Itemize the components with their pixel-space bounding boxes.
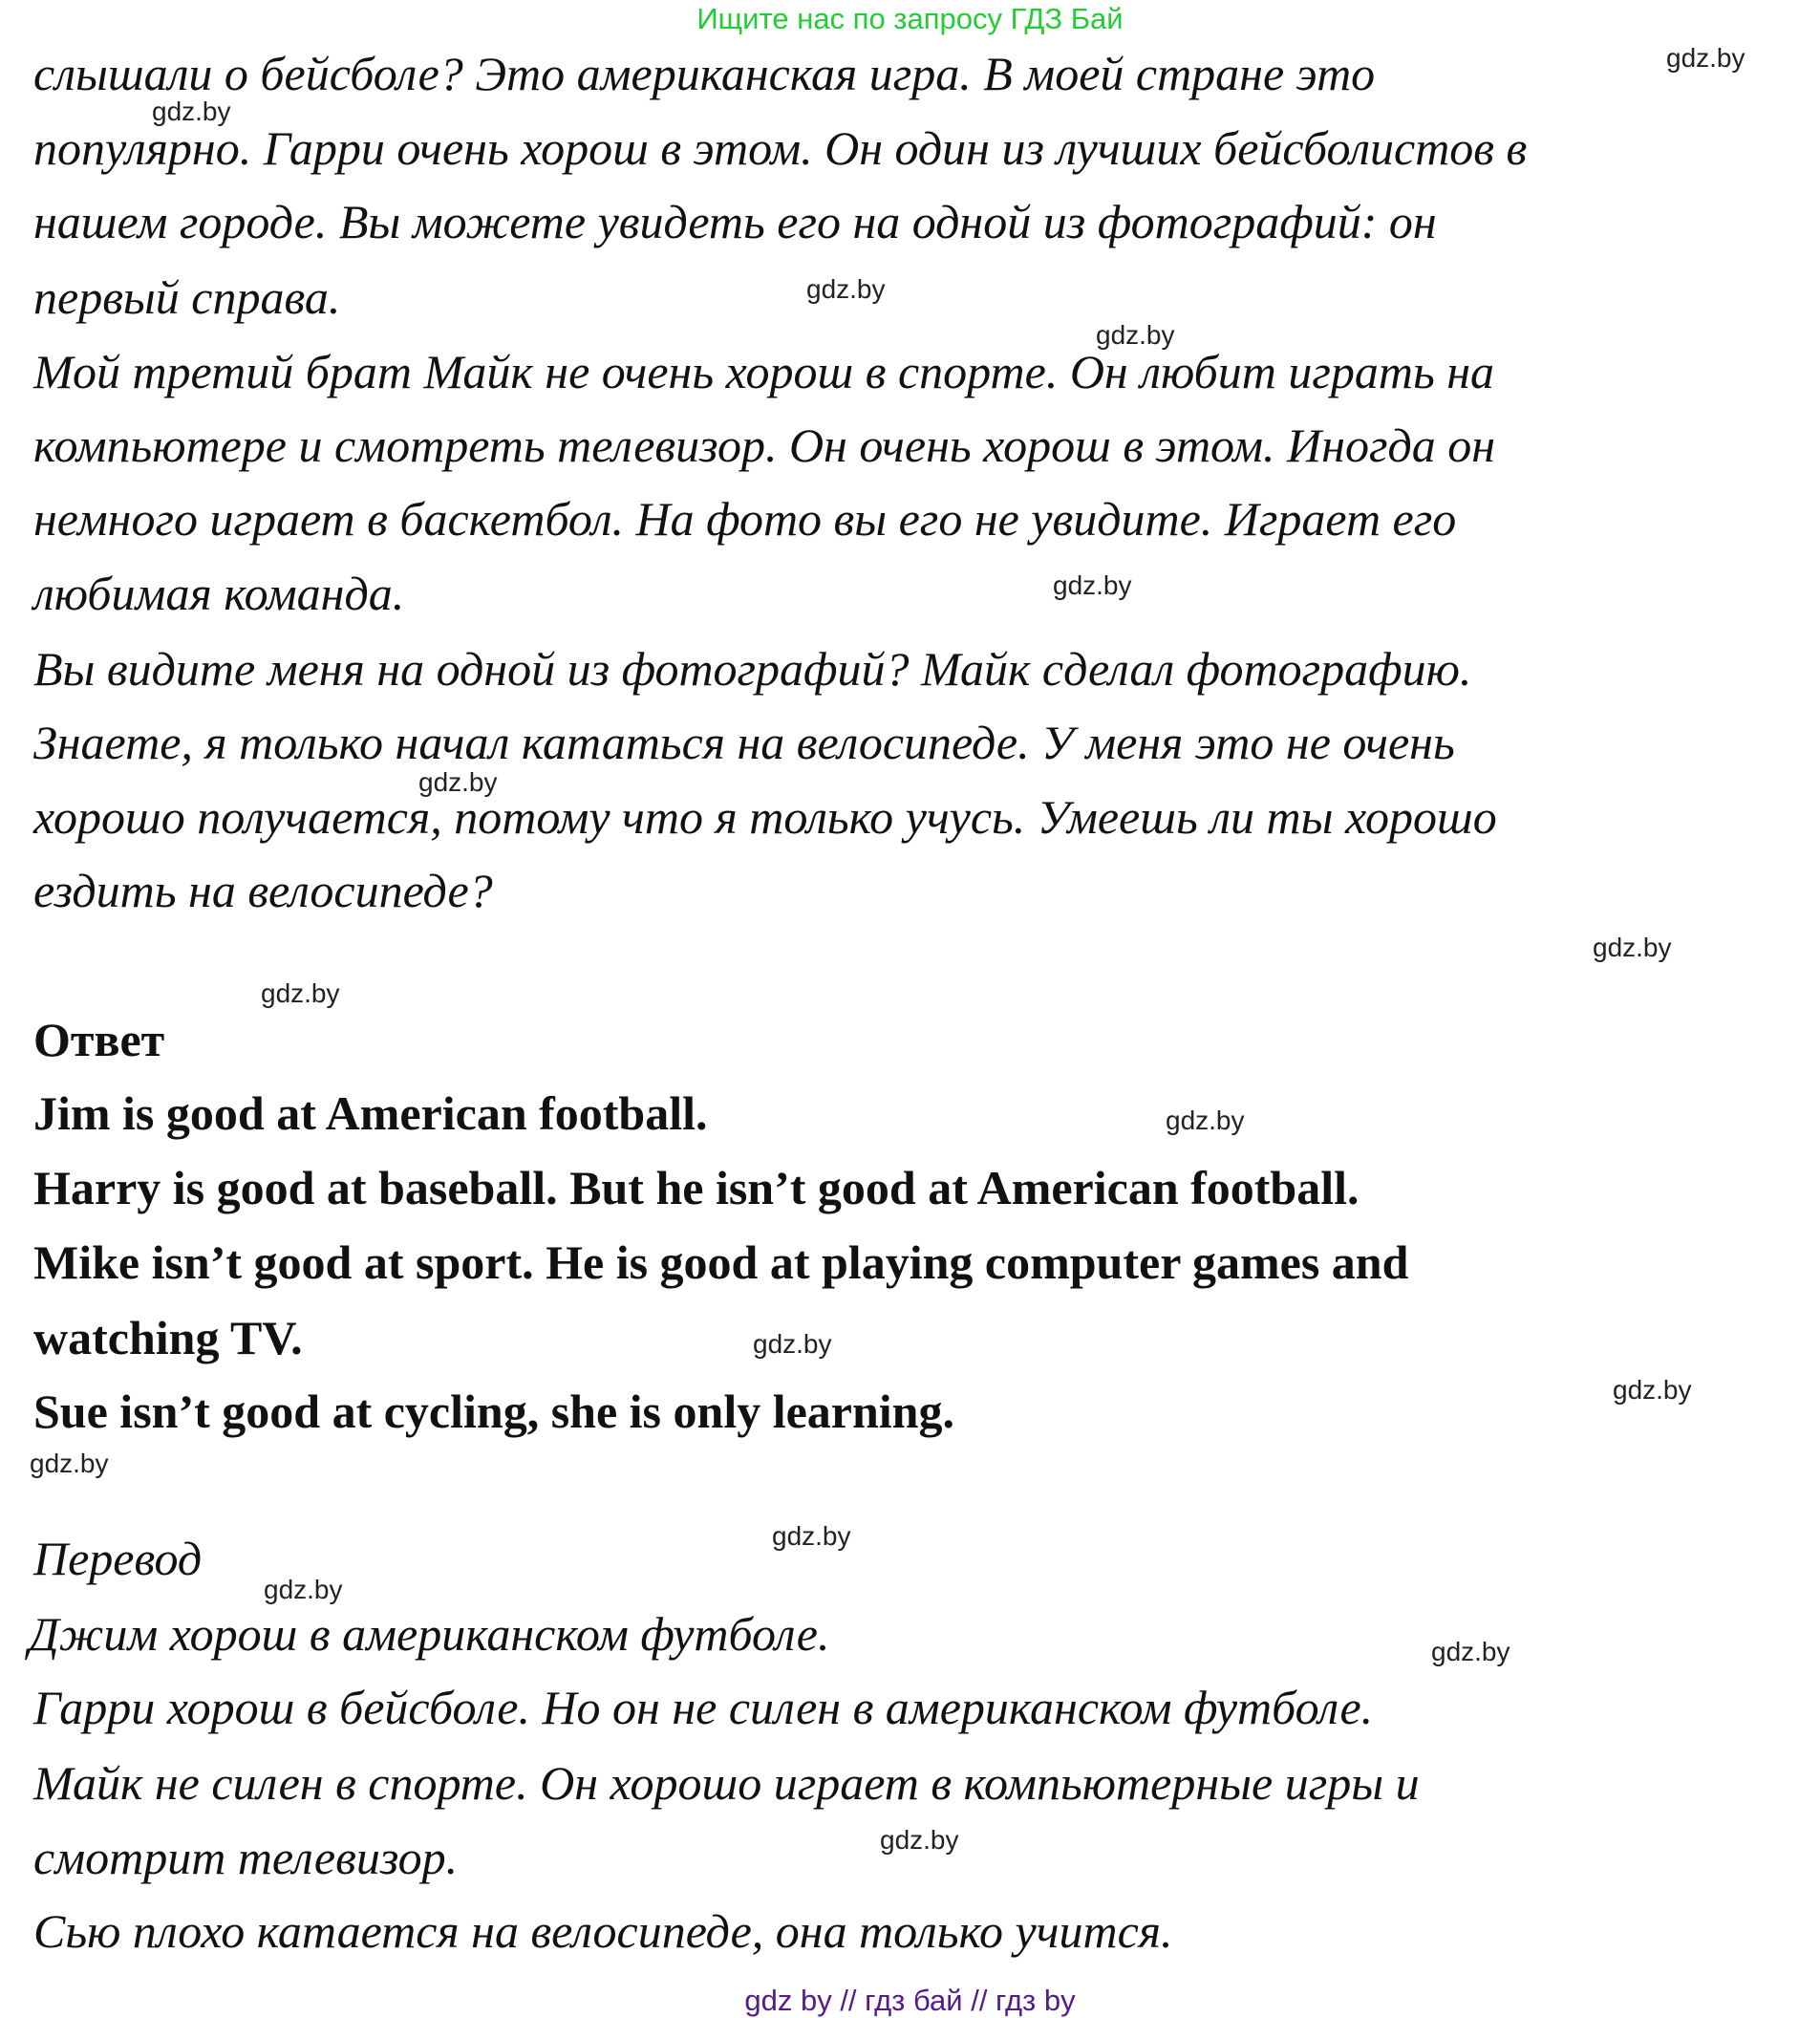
text-line: ездить на велосипеде?: [33, 864, 493, 917]
answer-line: Mike isn’t good at sport. He is good at playing computer games and: [33, 1235, 1409, 1289]
watermark: gdz.by: [1166, 1106, 1245, 1135]
text-line: нашем городе. Вы можете увидеть его на одной из фотографий: он: [33, 195, 1437, 248]
watermark: gdz.by: [152, 97, 231, 126]
text-line: первый справа.: [33, 270, 341, 324]
text-line: Знаете, я только начал кататься на велосипеде. У меня это не очень: [33, 716, 1455, 769]
answer-line: Sue isn’t good at cycling, she is only learning.: [33, 1385, 954, 1438]
translation-line: Сью плохо катается на велосипеде, она только учится.: [33, 1904, 1173, 1958]
watermark: gdz.by: [261, 978, 340, 1008]
translation-line: Джим хорош в американском футболе.: [29, 1607, 830, 1661]
text-line: любимая команда.: [33, 567, 405, 620]
text-line: Вы видите меня на одной из фотографий? Майк сделал фотографию.: [33, 642, 1472, 696]
footer-links[interactable]: gdz by // гдз бай // гдз by: [744, 1984, 1076, 2017]
watermark: gdz.by: [30, 1449, 109, 1478]
watermark: gdz.by: [806, 274, 886, 304]
translation-line: Гарри хорош в бейсболе. Но он не силен в американском футболе.: [33, 1681, 1374, 1734]
text-line: компьютере и смотреть телевизор. Он очень хорош в этом. Иногда он: [33, 419, 1496, 472]
search-banner[interactable]: Ищите нас по запросу ГДЗ Бай: [696, 2, 1124, 35]
watermark: gdz.by: [1431, 1637, 1510, 1666]
watermark: gdz.by: [264, 1575, 343, 1604]
watermark: gdz.by: [1096, 320, 1175, 350]
text-line: слышали о бейсболе? Это американская игра. В моей стране это: [33, 47, 1376, 100]
watermark: gdz.by: [1666, 43, 1745, 73]
watermark: gdz.by: [1593, 933, 1672, 962]
watermark: gdz.by: [753, 1329, 832, 1359]
text-line: популярно. Гарри очень хорош в этом. Он один из лучших бейсболистов в: [33, 121, 1528, 175]
translation-line: смотрит телевизор.: [33, 1831, 459, 1884]
watermark: gdz.by: [418, 767, 498, 797]
answer-title: Ответ: [33, 1013, 165, 1066]
answer-line: Harry is good at baseball. But he isn’t good at American football.: [33, 1161, 1360, 1214]
watermark: gdz.by: [1053, 570, 1132, 600]
answer-line: watching TV.: [33, 1311, 303, 1364]
watermark: gdz.by: [880, 1825, 959, 1855]
translation-line: Майк не силен в спорте. Он хорошо играет в компьютерные игры и: [33, 1756, 1420, 1810]
text-line: немного играет в баскетбол. На фото вы его не увидите. Играет его: [33, 492, 1457, 546]
translation-title: Перевод: [33, 1532, 203, 1585]
answer-line: Jim is good at American football.: [33, 1086, 708, 1140]
watermark: gdz.by: [1613, 1375, 1692, 1405]
text-line: хорошо получается, потому что я только учусь. Умеешь ли ты хорошо: [33, 790, 1497, 844]
text-line: Мой третий брат Майк не очень хорош в спорте. Он любит играть на: [33, 345, 1495, 398]
watermark: gdz.by: [772, 1521, 851, 1551]
